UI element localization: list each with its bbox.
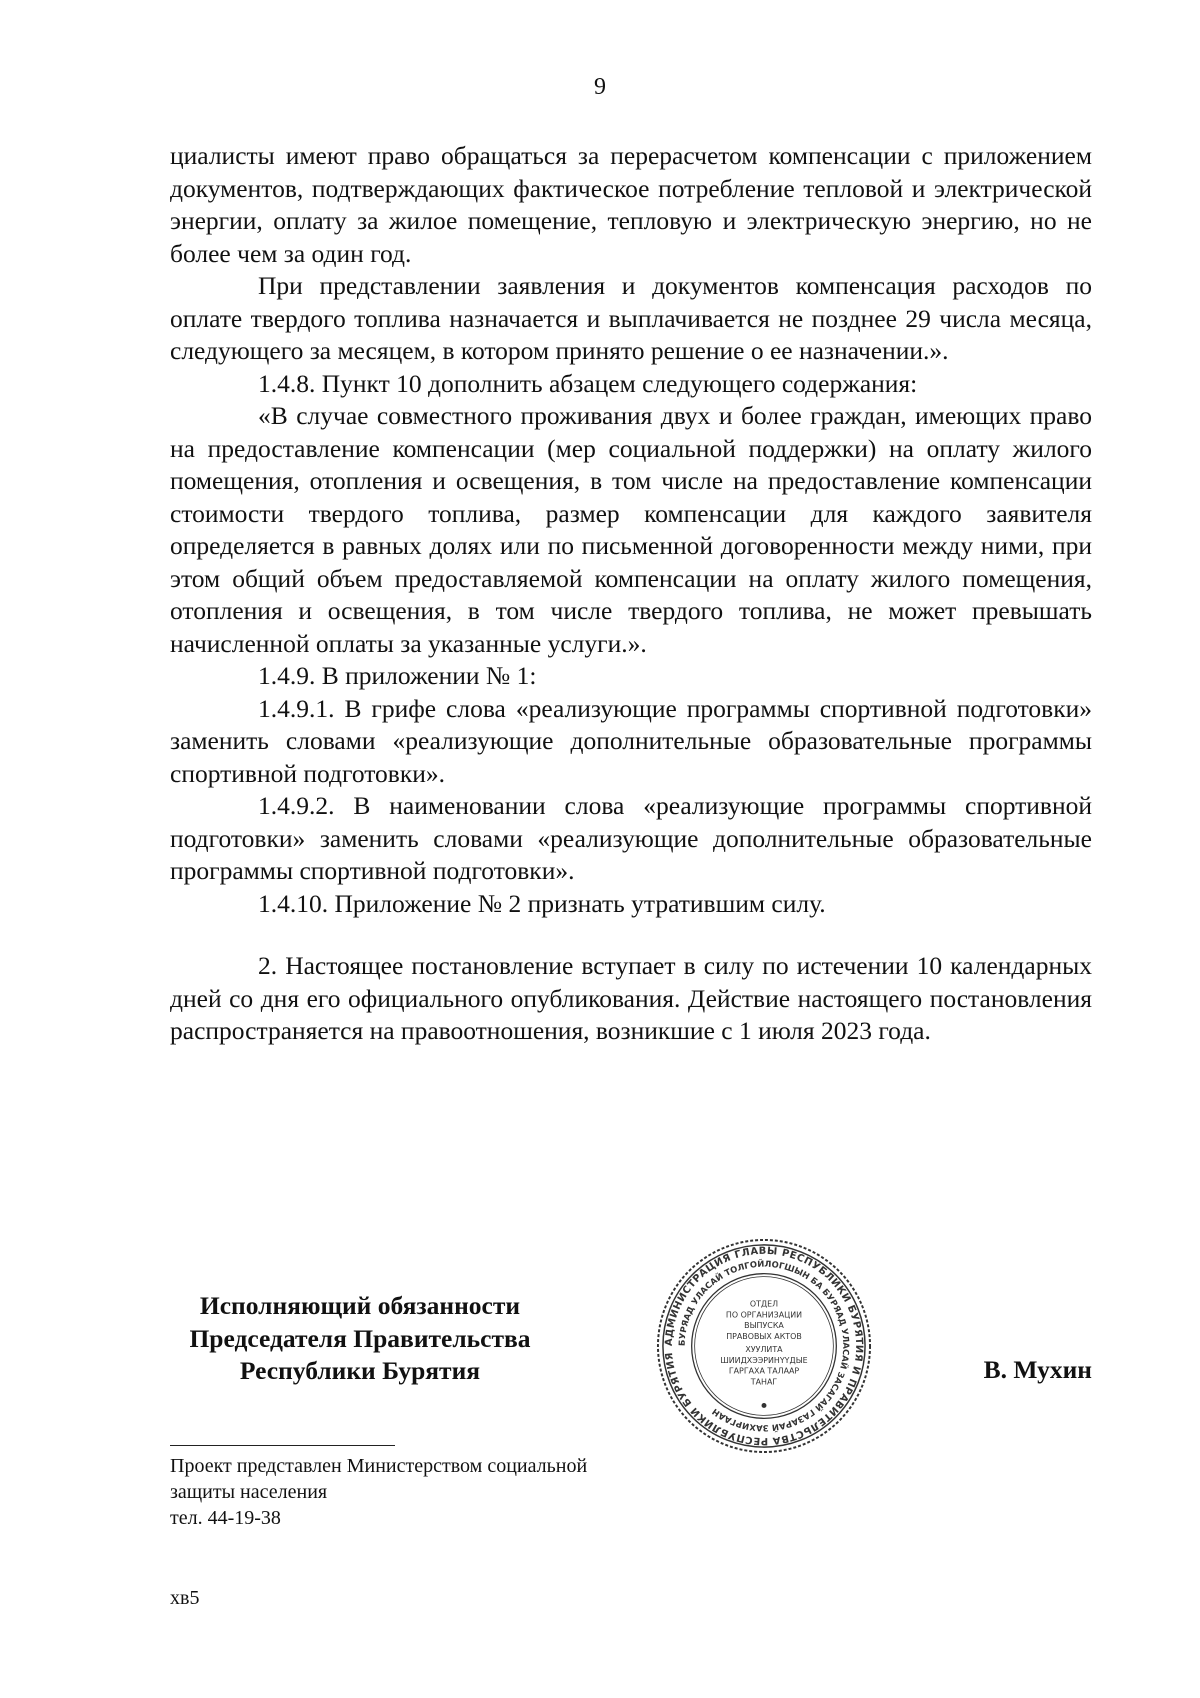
seal-center-line: ГАРГАХА ТАЛААР bbox=[728, 1366, 800, 1376]
document-code: хв5 bbox=[170, 1587, 200, 1609]
signatory-title bbox=[150, 1290, 570, 1388]
signatory-title-line: Исполняющий обязанности bbox=[199, 1291, 521, 1320]
footnote-line: защиты населения bbox=[170, 1481, 328, 1503]
seal-center-line: ХУУЛИТА bbox=[745, 1344, 783, 1354]
document-body bbox=[170, 140, 1092, 1048]
page-number: 9 bbox=[594, 74, 606, 100]
seal-center-line: ВЫПУСКА bbox=[744, 1321, 784, 1331]
body-paragraph: 1.4.9. В приложении № 1: bbox=[258, 661, 537, 690]
footnote-divider bbox=[170, 1445, 395, 1446]
seal-center-line: ОТДЕЛ bbox=[749, 1299, 779, 1309]
body-paragraph: 2. Настоящее постановление вступает в силу по истечении 10 календарных дней со дня его официального опубликования. Действие настоящего постановления распространяется на правоотношения, возникшие с 1 июля 2023 года. bbox=[170, 951, 1092, 1045]
body-paragraph: 1.4.8. Пункт 10 дополнить абзацем следующего содержания: bbox=[258, 368, 918, 398]
signatory-name: В. Мухин bbox=[983, 1355, 1092, 1384]
seal-center-line: ШИИДХЭЭРИНҮҮДЫЕ bbox=[720, 1355, 808, 1365]
seal-center-line: ПРАВОВЫХ АКТОВ bbox=[726, 1332, 802, 1342]
footnote-line: тел. 44-19-38 bbox=[170, 1507, 281, 1529]
seal-center-line: ТАНАГ bbox=[750, 1377, 778, 1387]
seal-outer-text: АДМИНИСТРАЦИЯ ГЛАВЫ РЕСПУБЛИКИ БУРЯТИЯ И ПРАВИТЕЛЬСТВА РЕСПУБЛИКИ БУРЯТИЯ bbox=[663, 1245, 865, 1447]
official-seal-stamp bbox=[655, 1237, 873, 1455]
signatory-title-line: Республики Бурятия bbox=[239, 1356, 481, 1385]
body-paragraph: 1.4.10. Приложение № 2 признать утратившим силу. bbox=[258, 888, 826, 918]
footnote-line: Проект представлен Министерством социальной bbox=[170, 1455, 588, 1477]
footnote bbox=[170, 1453, 587, 1531]
body-paragraph: «В случае совместного проживания двух и более граждан, имеющих право на предоставление компенсации (мер социальной поддержки) на оплату жилого помещения, отопления и освещения, в том числе на предоставление компенсации стоимости твердого топлива, размер компенсации для каждого заявителя определяется в равных долях или по письменной договоренности между ними, при этом общий объем предоставляемой компенсации на оплату жилого помещения, отопления и освещения, в том числе твердого топлива, не может превышать начисленной оплаты за указанные услуги.». bbox=[170, 401, 1092, 658]
body-paragraph: При представлении заявления и документов компенсация расходов по оплате твердого топлива назначается и выплачивается не позднее 29 числа месяца, следующего за месяцем, в котором принято решение о ее назначении.». bbox=[170, 271, 1092, 365]
body-paragraph: 1.4.9.2. В наименовании слова «реализующие программы спортивной подготовки» заменить словами «реализующие дополнительные образовательные программы спортивной подготовки». bbox=[170, 791, 1092, 885]
signatory-title-line: Председателя Правительства bbox=[189, 1323, 531, 1353]
body-paragraph: 1.4.9.1. В грифе слова «реализующие программы спортивной подготовки» заменить словами «реализующие дополнительные образовательные программы спортивной подготовки». bbox=[170, 693, 1092, 788]
body-paragraph: циалисты имеют право обращаться за перерасчетом компенсации с приложением документов, подтверждающих фактическое потребление тепловой и электрической энергии, оплату за жилое помещение, тепловую и электрическую энергию, но не более чем за один год. bbox=[170, 141, 1092, 268]
seal-inner-text: БУРЯАД УЛАСАЙ ТОЛГОЙЛОГШЫН БА БУРЯАД УЛАСАЙ ЗАСАГАЙ ГАЗАРАЙ ЗАХИРГААН bbox=[676, 1258, 852, 1434]
seal-center-line: ПО ОРГАНИЗАЦИИ bbox=[725, 1310, 803, 1320]
